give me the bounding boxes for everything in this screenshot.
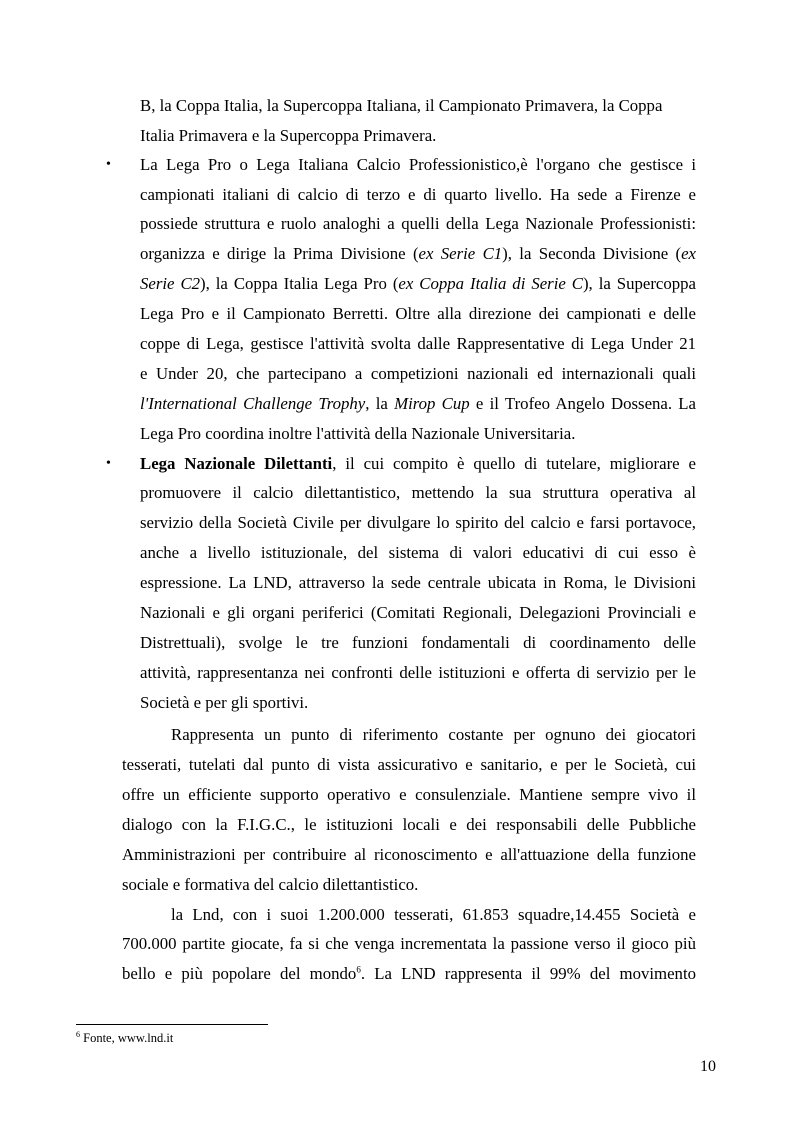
text-line (140, 244, 696, 264)
text-line: La Lega Pro o Lega Italiana Calcio Professionistico,è l'organo che gestisce i (140, 155, 696, 174)
bold-run: Lega Nazionale Dilettanti (140, 454, 333, 473)
text-line: campionati italiani di calcio di terzo e di quarto livello. Ha sede a Firenze e (140, 185, 696, 204)
text-run: bello e più popolare del mondo (122, 964, 357, 983)
text-run: ), la Seconda Divisione ( (502, 244, 682, 263)
text-line (140, 454, 696, 474)
page-number: 10 (700, 1058, 716, 1075)
text-line: Lega Pro e il Campionato Berretti. Oltre alla direzione dei campionati e delle (140, 304, 696, 323)
text-line: coppe di Lega, gestisce l'attività svolta dalle Rappresentative di Lega Under 21 (140, 334, 696, 353)
text-run: organizza e dirige la Prima Divisione ( (140, 244, 419, 263)
text-line: Società e per gli sportivi. (140, 693, 309, 712)
text-line: offre un efficiente supporto operativo e consulenziale. Mantiene sempre vivo il (122, 785, 696, 804)
text-line: tesserati, tutelati dal punto di vista assicurativo e sanitario, e per le Società, cui (122, 755, 696, 774)
text-run: ), la Supercoppa (582, 274, 697, 293)
text-line: dialogo con la F.I.G.C., le istituzioni locali e dei responsabili delle Pubbliche (122, 815, 696, 834)
text-run: . La LND rappresenta il 99% del movimento (360, 964, 696, 983)
text-line: sociale e formativa del calcio dilettantistico. (122, 875, 419, 894)
italic-run: Serie C2 (140, 274, 201, 293)
text-line: espressione. La LND, attraverso la sede centrale ubicata in Roma, le Divisioni (140, 573, 696, 592)
text-run: ), la Coppa Italia Lega Pro ( (200, 274, 399, 293)
text-line: servizio della Società Civile per divulgare lo spirito del calcio e farsi portavoce, (140, 513, 696, 532)
text-line: Amministrazioni per contribuire al riconoscimento e all'attuazione della funzione (122, 845, 696, 864)
text-line: promuovere il calcio dilettantistico, mettendo la sua struttura operativa al (140, 483, 696, 502)
footnote-reference: 6 (356, 964, 361, 975)
text-line (140, 274, 696, 294)
text-line: Italia Primavera e la Supercoppa Primavera. (140, 126, 437, 145)
italic-run: l'International Challenge Trophy (140, 394, 366, 413)
text-line: Nazionali e gli organi periferici (Comitati Regionali, Delegazioni Provinciali e (140, 603, 696, 622)
footnote (76, 1030, 173, 1046)
text-line: e Under 20, che partecipano a competizioni nazionali ed internazionali quali (140, 364, 696, 383)
text-line: Lega Pro coordina inoltre l'attività della Nazionale Universitaria. (140, 424, 576, 443)
bullet-icon: • (106, 157, 111, 172)
text-line: Rappresenta un punto di riferimento costante per ognuno dei giocatori (171, 725, 696, 744)
text-line: attività, rappresentanza nei confronti delle istituzioni e offerta di servizio per le (140, 663, 696, 682)
footnote-separator (76, 1024, 268, 1025)
text-line: Distrettuali), svolge le tre funzioni fondamentali di coordinamento delle (140, 633, 696, 652)
text-run: , il cui compito è quello di tutelare, migliorare e (332, 454, 697, 473)
text-line (140, 394, 696, 414)
text-line: B, la Coppa Italia, la Supercoppa Italiana, il Campionato Primavera, la Coppa (140, 96, 663, 115)
italic-run: Mirop Cup (394, 394, 470, 413)
footnote-marker: 6 (76, 1029, 80, 1039)
text-run: e il Trofeo Angelo Dossena. La (469, 394, 697, 413)
italic-run: ex Coppa Italia di Serie C (398, 274, 583, 293)
text-line: possiede struttura e ruolo analoghi a quelli della Lega Nazionale Professionisti: (140, 214, 696, 233)
text-line (122, 964, 696, 984)
italic-run: ex (681, 244, 696, 263)
italic-run: ex Serie C1 (418, 244, 503, 263)
text-line: 700.000 partite giocate, fa si che venga incrementata la passione verso il gioco più (122, 934, 696, 953)
footnote-text: Fonte, www.lnd.it (80, 1031, 174, 1045)
bullet-icon: • (106, 456, 111, 471)
text-run: , la (365, 394, 395, 413)
text-line: la Lnd, con i suoi 1.200.000 tesserati, 61.853 squadre,14.455 Società e (171, 905, 696, 924)
text-line: anche a livello istituzionale, del sistema di valori educativi di cui esso è (140, 543, 696, 562)
